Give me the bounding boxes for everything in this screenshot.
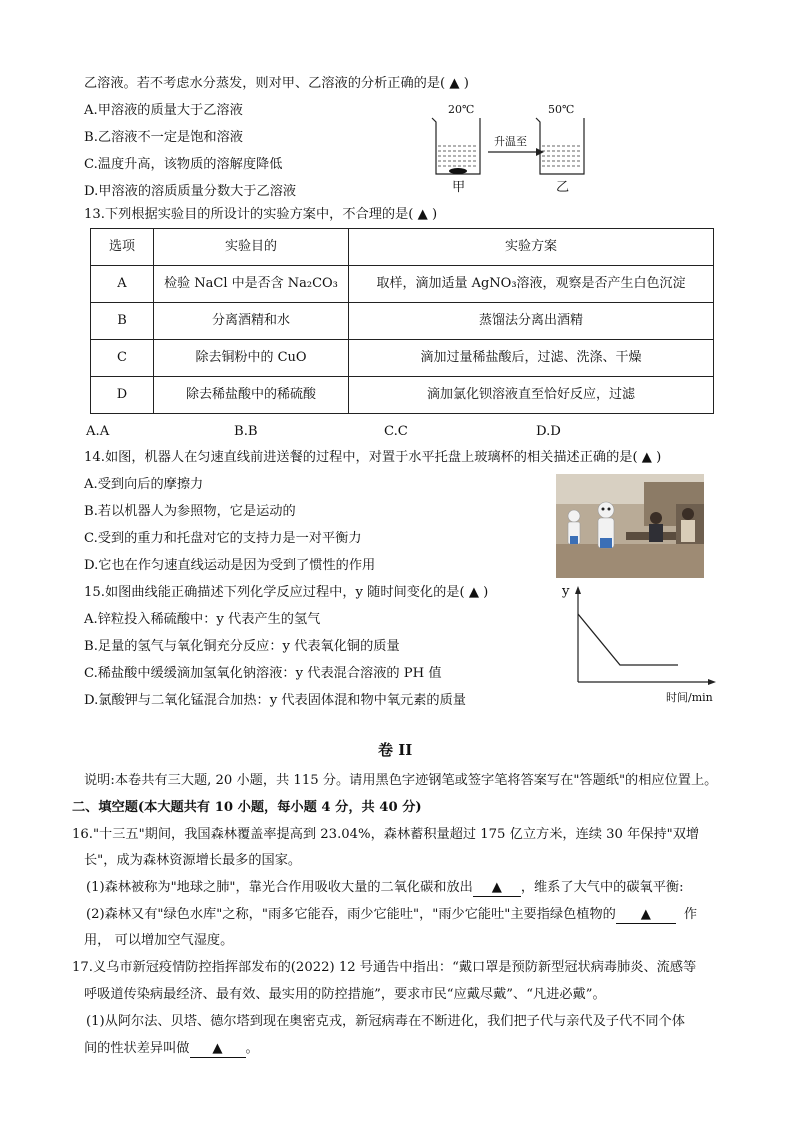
q14-option-a: A.受到向后的摩擦力: [84, 477, 204, 492]
label-yi: 乙: [556, 180, 570, 195]
q12-beaker-figure: [424, 100, 594, 200]
q14-stem: 14.如图，机器人在匀速直线前进送餐的过程中，对置于水平托盘上玻璃杯的相关描述正确的是( ▲ ): [84, 450, 662, 465]
row-c-purpose: 除去铜粉中的 CuO: [154, 340, 349, 377]
row-b-purpose: 分离酒精和水: [154, 303, 349, 340]
row-d-plan: 滴加氯化钡溶液直至恰好反应，过滤: [349, 377, 714, 414]
q17-blank-1[interactable]: ▲: [190, 1041, 246, 1058]
table-row: [91, 377, 714, 414]
q16-part2-before: (2)森林又有"绿色水库"之称，"雨多它能吞，雨少它能吐"，"雨少它能吐"主要指绿色植物的: [86, 907, 616, 922]
table-row: [91, 266, 714, 303]
row-a-purpose: 检验 NaCl 中是否含 Na₂CO₃: [154, 266, 349, 303]
q17-line1: 17.义乌市新冠疫情防控指挥部发布的(2022) 12 号通告中指出：“戴口罩是预防新型冠状病毒肺炎、流感等: [72, 960, 697, 975]
header-option: 选项: [91, 229, 154, 266]
q17-part1-line1: (1)从阿尔法、贝塔、德尔塔到现在奥密克戎，新冠病毒在不断进化，我们把子代与亲代及子代不同个体: [86, 1014, 685, 1029]
q17-part1-before: 间的性状差异叫做: [84, 1041, 190, 1056]
beaker-left: [432, 118, 480, 174]
row-c-option: C: [91, 340, 154, 377]
q13-option-c: C.C: [384, 424, 408, 439]
robot-photo-illustration: [556, 474, 704, 578]
q15-stem: 15.如图曲线能正确描述下列化学反应过程中，y 随时间变化的是( ▲ ): [84, 585, 489, 600]
q15-option-a: A.锌粒投入稀硫酸中：y 代表产生的氢气: [84, 612, 321, 627]
q16-part2-after: 作: [683, 907, 698, 922]
temp-right: 50℃: [548, 103, 575, 116]
table-row: [91, 340, 714, 377]
q16-blank-1[interactable]: ▲: [473, 880, 521, 897]
row-b-option: B: [91, 303, 154, 340]
q16-part1-before: (1)森林被称为"地球之肺"，靠光合作用吸收大量的二氧化碳和放出: [86, 880, 473, 895]
graph-y-label: y: [562, 584, 570, 599]
q16-part1: [86, 878, 684, 898]
q15-option-d: D.氯酸钾与二氧化锰混合加热：y 代表固体混和物中氧元素的质量: [84, 693, 466, 708]
q14-option-b: B.若以机器人为参照物，它是运动的: [84, 504, 296, 519]
q13-option-b: B.B: [234, 424, 258, 439]
row-a-plan: 取样，滴加适量 AgNO₃溶液，观察是否产生白色沉淀: [349, 266, 714, 303]
table-header-row: [91, 229, 714, 266]
q12-option-c: C.温度升高，该物质的溶解度降低: [84, 157, 283, 172]
q17-part1-after: 。: [245, 1041, 259, 1056]
q16-line1: 16."十三五"期间，我国森林覆盖率提高到 23.04%，森林蓄积量超过 175 亿立方米，连续 30 年保持"双增: [72, 827, 700, 842]
q15-option-c: C.稀盐酸中缓缓滴加氢氧化钠溶液：y 代表混合溶液的 PH 值: [84, 666, 442, 681]
table-row: [91, 303, 714, 340]
row-d-option: D: [91, 377, 154, 414]
q12-option-b: B.乙溶液不一定是饱和溶液: [84, 130, 243, 145]
header-purpose: 实验目的: [154, 229, 349, 266]
arrow-label: 升温至: [494, 135, 527, 148]
q17-line2: 呼吸道传染病最经济、最有效、最实用的防控措施”，要求市民“应戴尽戴”、“凡进必戴”。: [84, 987, 606, 1002]
row-a-option: A: [91, 266, 154, 303]
header-plan: 实验方案: [349, 229, 714, 266]
q12-stem-tail: 乙溶液。若不考虑水分蒸发，则对甲、乙溶液的分析正确的是( ▲ ): [84, 76, 469, 91]
graph-x-label: 时间/min: [666, 691, 713, 704]
q15-option-b: B.足量的氢气与氧化铜充分反应：y 代表氧化铜的质量: [84, 639, 400, 654]
q16-part1-after: ，维系了大气中的碳氧平衡:: [520, 880, 684, 895]
q17-part1-line2: [84, 1039, 259, 1059]
temp-left: 20℃: [448, 103, 475, 116]
row-b-plan: 蒸馏法分离出酒精: [349, 303, 714, 340]
robot-restaurant-photo: [556, 474, 704, 578]
q13-stem: 13.下列根据实验目的所设计的实验方案中，不合理的是( ▲ ): [84, 207, 438, 222]
q16-part2: [86, 905, 697, 925]
q16-part2-line2: 用， 可以增加空气湿度。: [84, 933, 234, 948]
q12-option-a: A.甲溶液的质量大于乙溶液: [84, 103, 243, 118]
section-note: 说明:本卷共有三大题, 20 小题，共 115 分。请用黑色字迹钢笔或签字笔将答案写在"答题纸"的相应位置上。: [84, 773, 718, 788]
q12-option-d: D.甲溶液的溶质质量分数大于乙溶液: [84, 184, 297, 199]
row-d-purpose: 除去稀盐酸中的稀硫酸: [154, 377, 349, 414]
q13-option-d: D.D: [536, 424, 561, 439]
q13-table: [90, 228, 714, 414]
row-c-plan: 滴加过量稀盐酸后，过滤、洗涤、干燥: [349, 340, 714, 377]
section-title: 卷 II: [378, 741, 413, 759]
q13-option-a: A.A: [86, 424, 110, 439]
q16-blank-2[interactable]: ▲: [616, 907, 676, 924]
label-jia: 甲: [452, 180, 466, 195]
graph-curve: [578, 614, 678, 665]
q14-option-d: D.它也在作匀速直线运动是因为受到了惯性的作用: [84, 558, 376, 573]
part-title: 二、填空题(本大题共有 10 小题，每小题 4 分，共 40 分): [72, 800, 422, 815]
beaker-right: [536, 118, 584, 174]
q14-option-c: C.受到的重力和托盘对它的支持力是一对平衡力: [84, 531, 362, 546]
q16-line2: 长"，成为森林资源增长最多的国家。: [84, 853, 302, 868]
precipitate: [449, 168, 467, 174]
q15-graph: [560, 584, 720, 708]
